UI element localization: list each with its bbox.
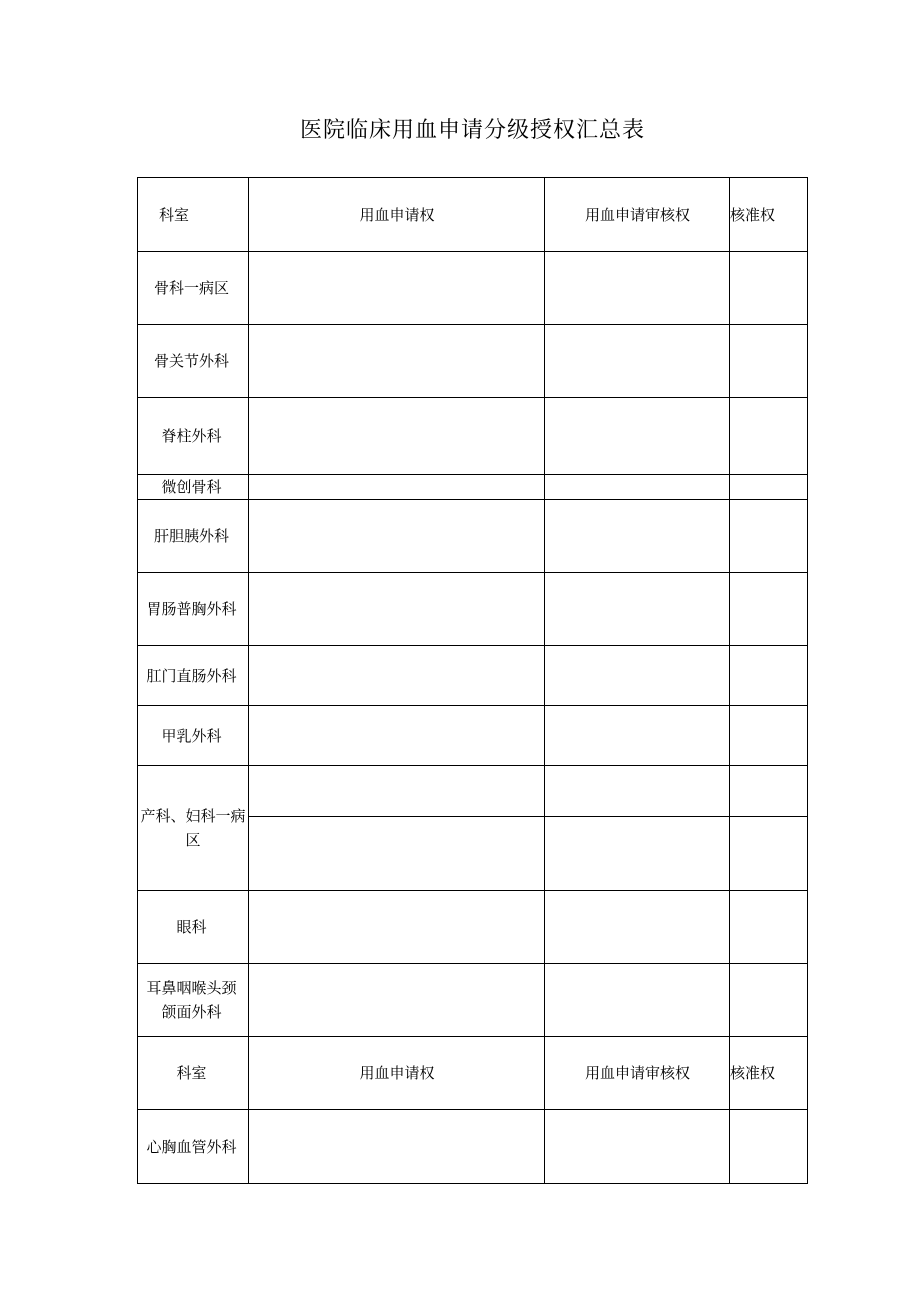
dept-cell: 肛门直肠外科 xyxy=(146,666,237,685)
dept-cell: 心胸血管外科 xyxy=(146,1137,237,1156)
header-approve: 核准权 xyxy=(730,1064,776,1082)
header-dept: 科室 xyxy=(158,205,189,224)
header-dept: 科室 xyxy=(176,1064,207,1082)
row-divider xyxy=(248,816,808,817)
row-divider xyxy=(137,1183,808,1184)
dept-cell: 胃肠普胸外科 xyxy=(146,600,237,618)
header-apply: 用血申请权 xyxy=(359,1064,435,1082)
dept-cell: 甲乳外科 xyxy=(161,726,222,745)
column-divider xyxy=(729,177,730,1184)
column-divider xyxy=(248,177,249,1184)
dept-cell: 肝胆胰外科 xyxy=(153,527,229,545)
header-apply: 用血申请权 xyxy=(359,205,435,224)
dept-cell: 骨关节外科 xyxy=(153,352,229,370)
dept-cell: 耳鼻咽喉头颈颌面外科 xyxy=(146,979,237,1021)
dept-cell: 脊柱外科 xyxy=(161,427,222,445)
column-divider xyxy=(807,177,808,1184)
column-divider xyxy=(544,177,545,1184)
authorization-table xyxy=(137,177,808,1184)
dept-cell: 产科、妇科一病区 xyxy=(140,807,246,849)
dept-cell: 微创骨科 xyxy=(161,478,222,496)
page-title: 医院临床用血申请分级授权汇总表 xyxy=(299,118,645,143)
dept-cell: 骨科一病区 xyxy=(153,279,229,297)
header-review: 用血申请审核权 xyxy=(584,1064,690,1082)
header-review: 用血申请审核权 xyxy=(584,205,690,224)
dept-cell: 眼科 xyxy=(176,918,207,936)
header-approve: 核准权 xyxy=(730,205,776,224)
